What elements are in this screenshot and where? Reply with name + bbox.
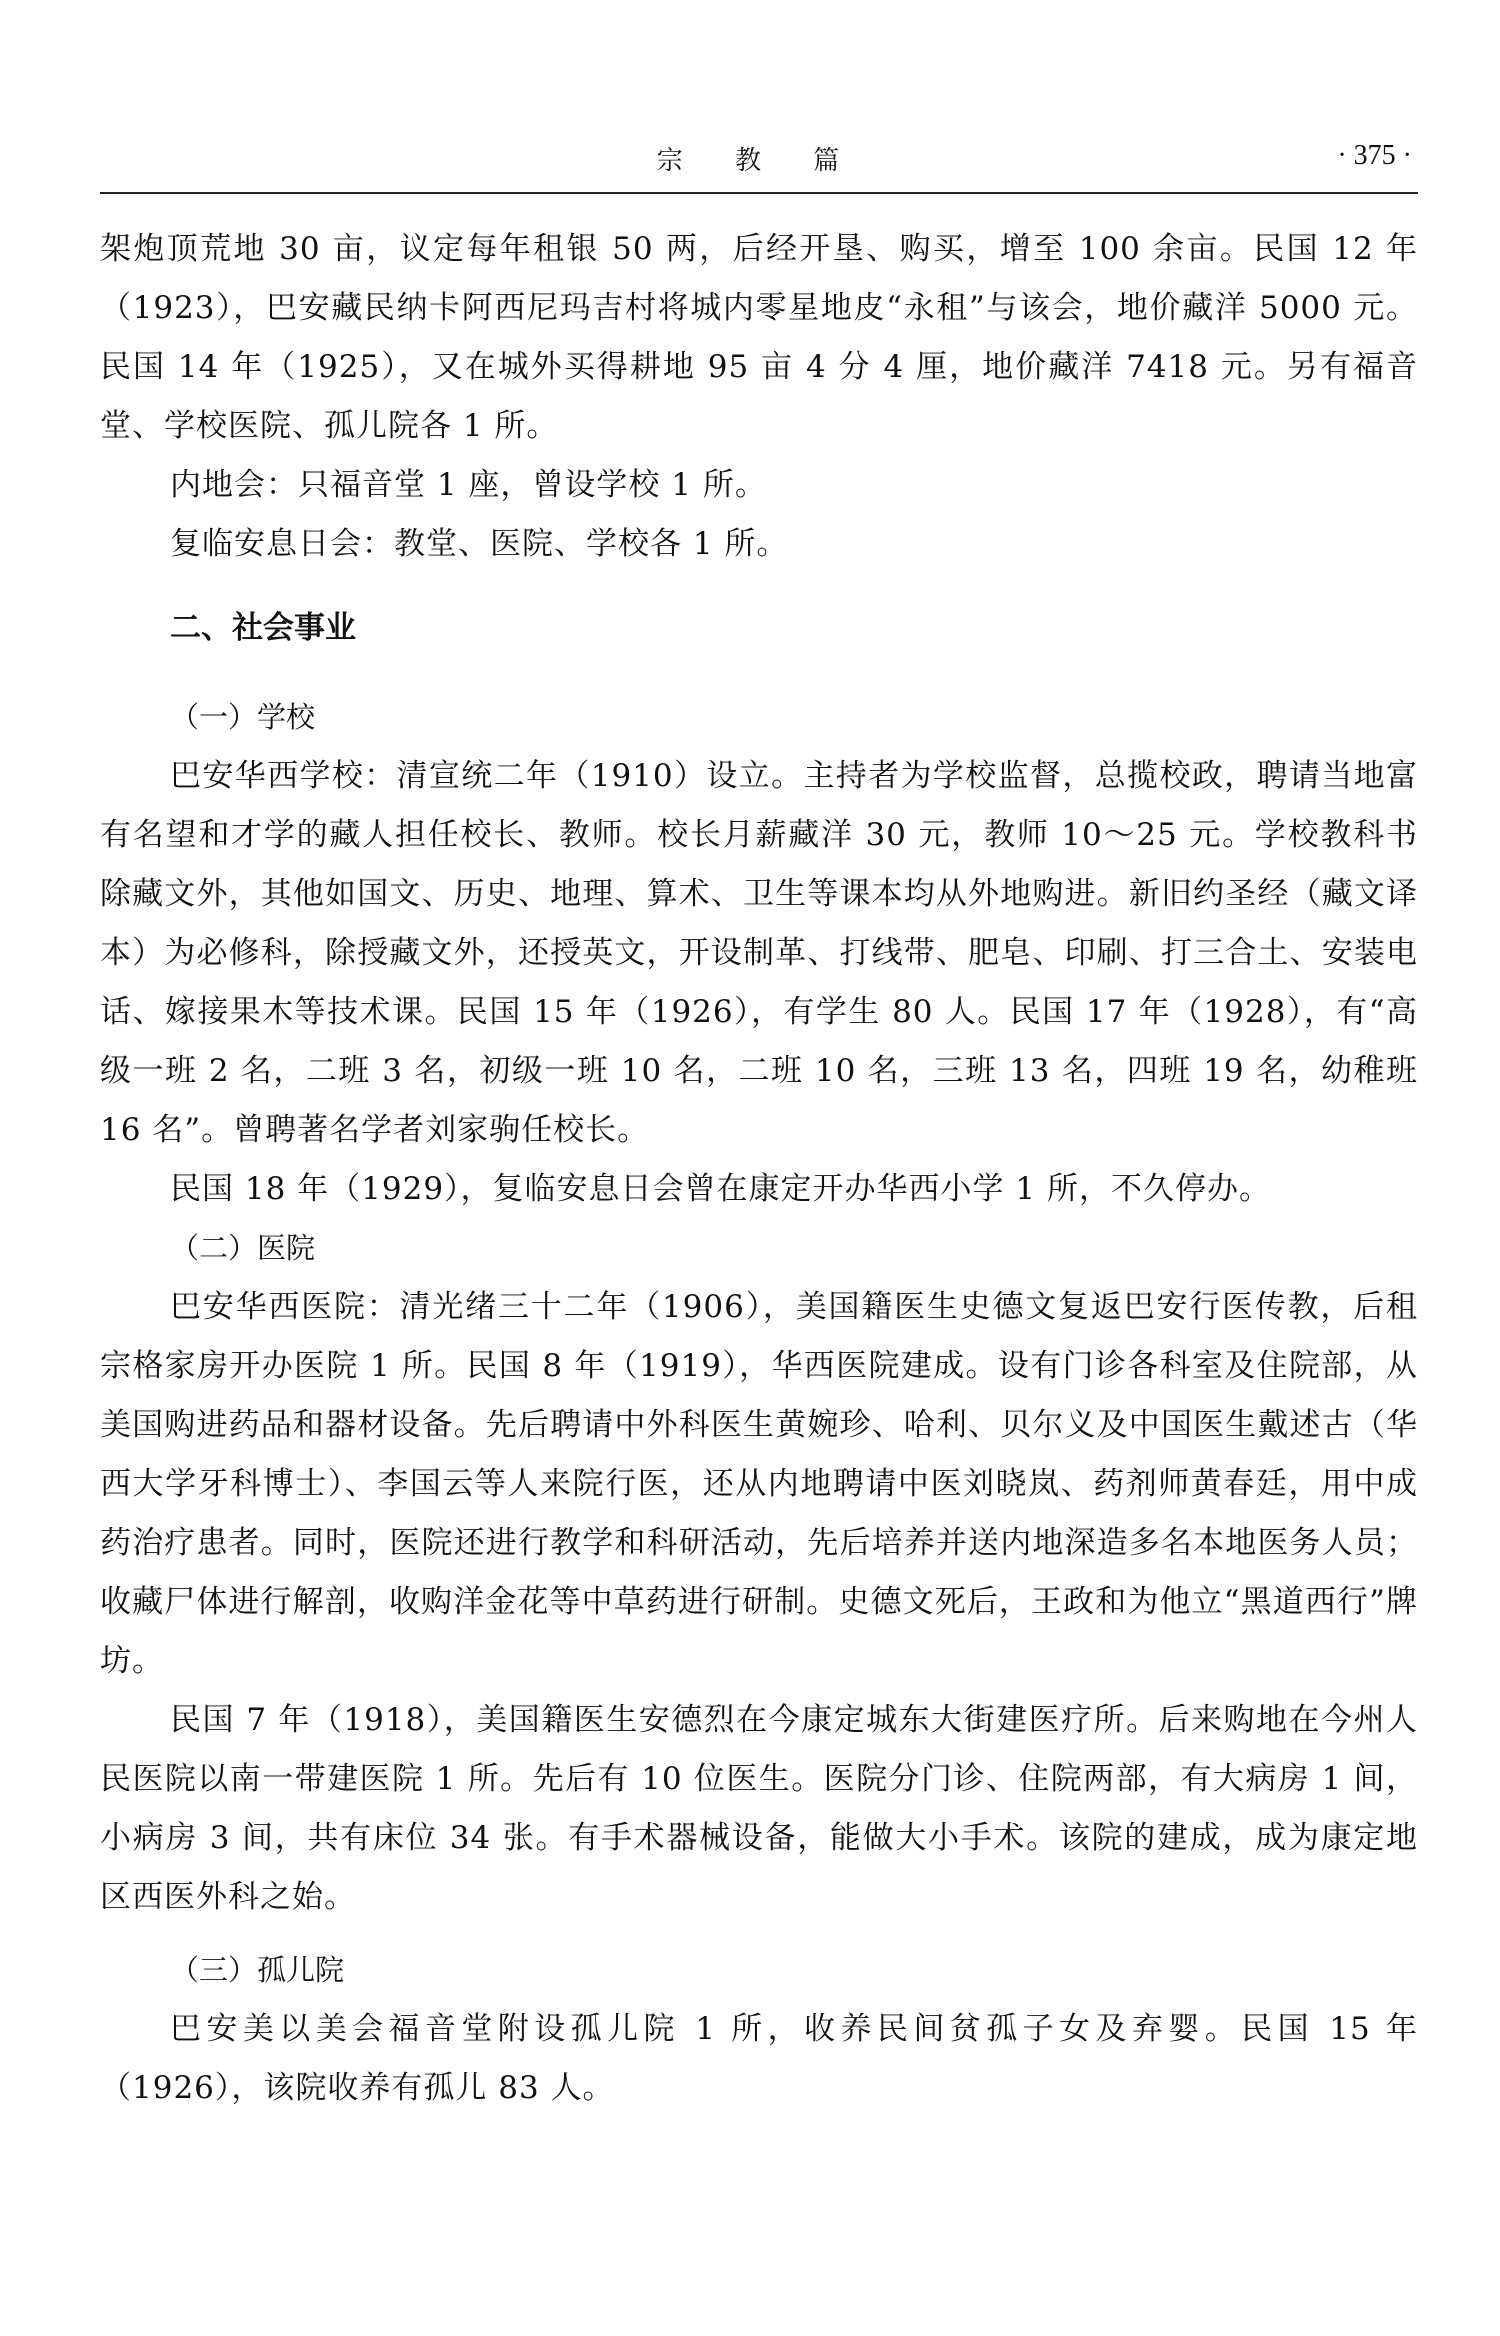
paragraph-huaxi-hospital: 巴安华西医院：清光绪三十二年（1906），美国籍医生史德文复返巴安行医传教，后租宗格家房开办医院 1 所。民国 8 年（1919），华西医院建成。设有门诊各科室及住院部，从美国购进药品和器材设备。先后聘请中外科医生黄婉珍、哈利、贝尔义及中国医生戴述古（华西大学牙科博士）、李国云等人来院行医，还从内地聘请中医刘晓岚、药剂师黄春廷，用中成药治疗患者。同时，医院还进行教学和科研活动，先后培养并送内地深造多名本地医务人员；收藏尸体进行解剖，收购洋金花等中草药进行研制。史德文死后，王政和为他立“黑道西行”牌坊。 xyxy=(100,1289,1418,1679)
running-title: 宗 教 篇 xyxy=(656,146,862,176)
subheading-schools: （一）学校 xyxy=(170,700,316,734)
section-heading-social-affairs: 二、社会事业 xyxy=(170,610,356,646)
page-number: · 375 · xyxy=(1337,140,1412,171)
paragraph-huaxi-school: 巴安华西学校：清宣统二年（1910）设立。主持者为学校监督，总揽校政，聘请当地富有名望和才学的藏人担任校长、教师。校长月薪藏洋 30 元，教师 10～25 元。学校教科书除藏文外，其他如国文、历史、地理、算术、卫生等课本均从外地购进。新旧约圣经（藏文译本）为必修科，除授藏文外，还授英文，开设制革、打线带、肥皂、印刷、打三合土、安装电话、嫁接果木等技术课。民国 15 年（1926），有学生 80 人。民国 17 年（1928），有“高级一班 2 名，二班 3 名，初级一班 10 名，二班 10 名，三班 13 名，四班 19 名，幼稚班 16 名”。曾聘著名学者刘家驹任校长。 xyxy=(100,758,1418,1148)
paragraph-adventist: 复临安息日会：教堂、医院、学校各 1 所。 xyxy=(170,526,789,562)
subheading-hospitals: （二）医院 xyxy=(170,1231,316,1265)
paragraph-orphanage: 巴安美以美会福音堂附设孤儿院 1 所，收养民间贫孤子女及弃婴。民国 15 年（1926），该院收养有孤儿 83 人。 xyxy=(100,2011,1418,2106)
subheading-orphanage: （三）孤儿院 xyxy=(170,1953,345,1987)
paragraph-kangding-hospital: 民国 7 年（1918），美国籍医生安德烈在今康定城东大街建医疗所。后来购地在今州人民医院以南一带建医院 1 所。先后有 10 位医生。医院分门诊、住院两部，有大病房 1 间，小病房 3 间，共有床位 34 张。有手术器械设备，能做大小手术。该院的建成，成为康定地区西医外科之始。 xyxy=(100,1702,1418,1915)
paragraph-inland-mission: 内地会：只福音堂 1 座，曾设学校 1 所。 xyxy=(170,467,767,503)
paragraph-huaxi-primary: 民国 18 年（1929），复临安息日会曾在康定开办华西小学 1 所，不久停办。 xyxy=(170,1171,1271,1207)
page-header xyxy=(100,132,1418,194)
paragraph-land-holdings: 架炮顶荒地 30 亩，议定每年租银 50 两，后经开垦、购买，增至 100 余亩。民国 12 年（1923），巴安藏民纳卡阿西尼玛吉村将城内零星地皮“永租”与该会，地价藏洋 5000 元。民国 14 年（1925），又在城外买得耕地 95 亩 4 分 4 厘，地价藏洋 7418 元。另有福音堂、学校医院、孤儿院各 1 所。 xyxy=(100,231,1418,444)
body-text xyxy=(100,220,1418,2118)
